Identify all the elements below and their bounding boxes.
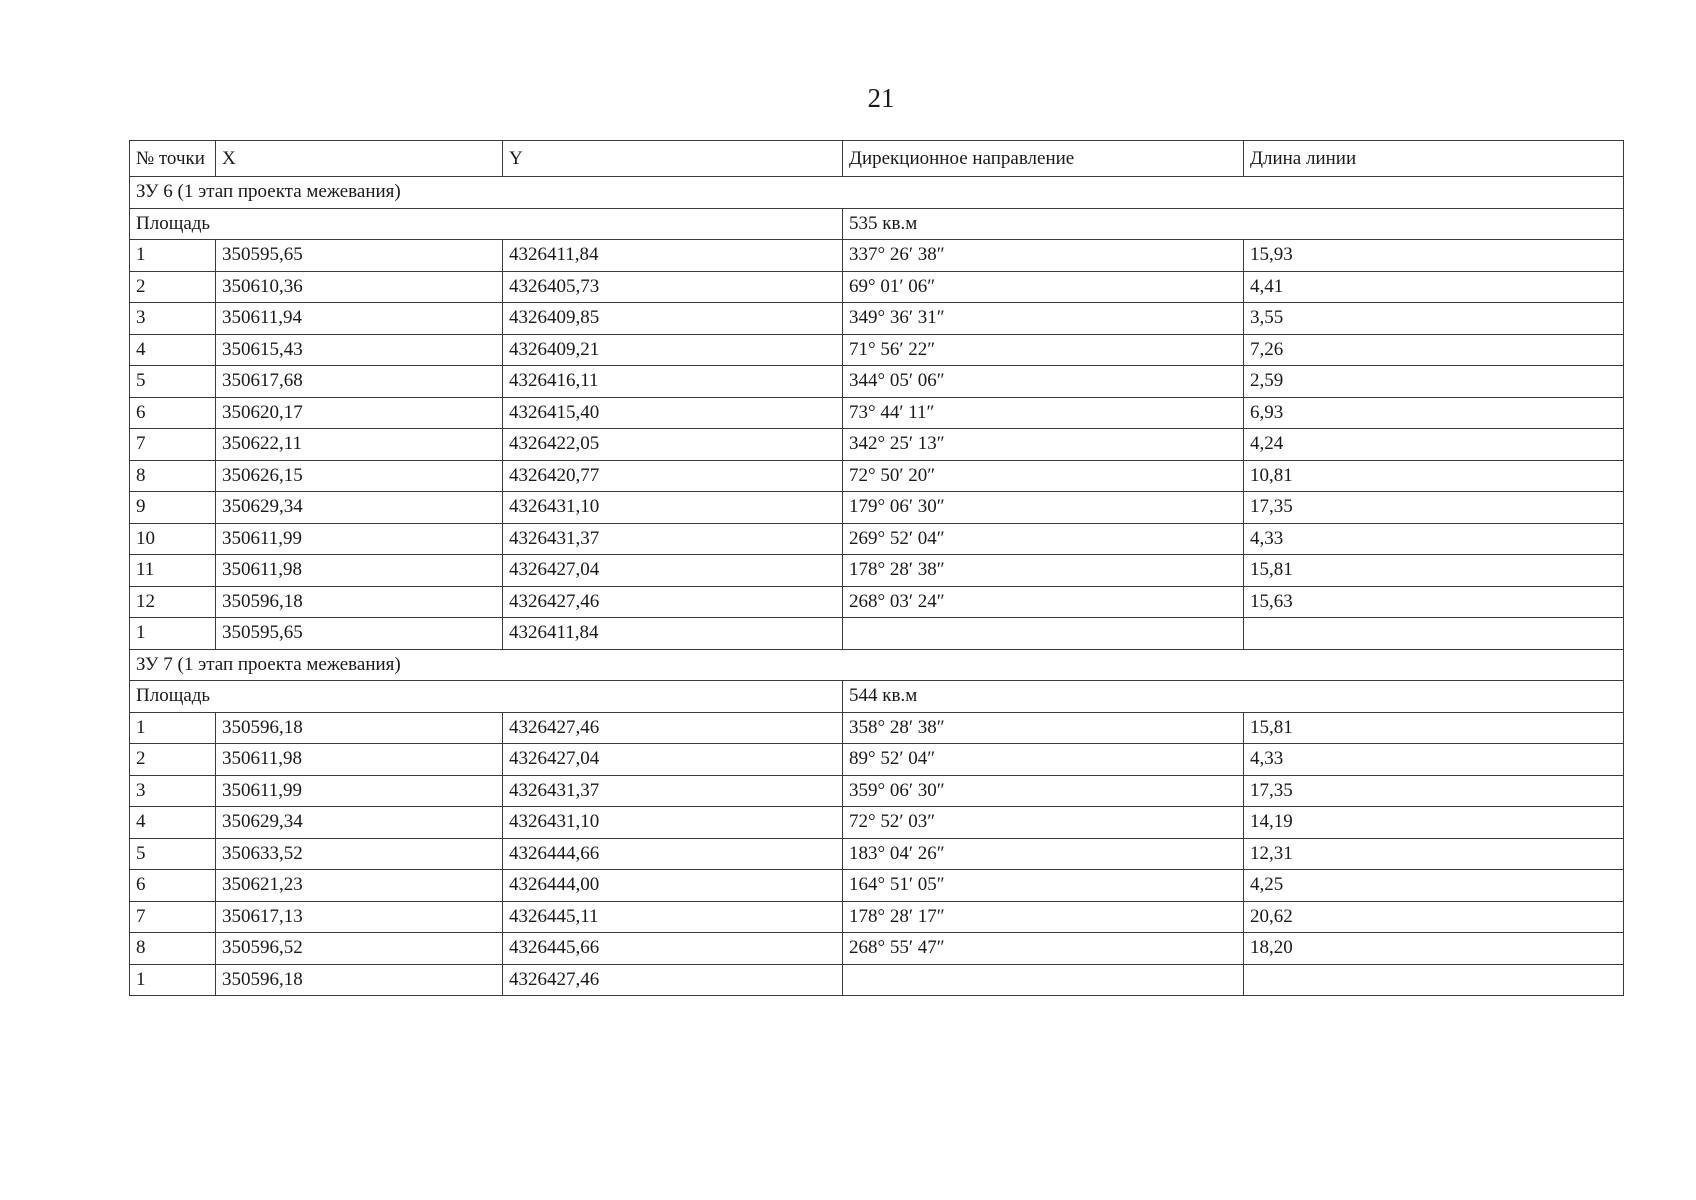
header-line-length: Длина линии bbox=[1244, 141, 1624, 177]
cell-point-number: 9 bbox=[130, 492, 216, 524]
cell-line-length: 15,93 bbox=[1244, 240, 1624, 272]
cell-direction: 69° 01′ 06″ bbox=[843, 271, 1244, 303]
cell-line-length: 4,24 bbox=[1244, 429, 1624, 461]
cell-point-number: 1 bbox=[130, 618, 216, 650]
cell-x: 350611,98 bbox=[216, 555, 503, 587]
cell-direction: 358° 28′ 38″ bbox=[843, 712, 1244, 744]
table-row bbox=[130, 523, 1624, 555]
cell-point-number: 10 bbox=[130, 523, 216, 555]
cell-x: 350596,18 bbox=[216, 964, 503, 996]
cell-y: 4326411,84 bbox=[503, 240, 843, 272]
cell-y: 4326416,11 bbox=[503, 366, 843, 398]
cell-point-number: 5 bbox=[130, 366, 216, 398]
cell-x: 350617,13 bbox=[216, 901, 503, 933]
cell-line-length bbox=[1244, 618, 1624, 650]
table-row bbox=[130, 807, 1624, 839]
cell-x: 350617,68 bbox=[216, 366, 503, 398]
table-row bbox=[130, 618, 1624, 650]
cell-line-length bbox=[1244, 964, 1624, 996]
table-row bbox=[130, 933, 1624, 965]
header-direction: Дирекционное направление bbox=[843, 141, 1244, 177]
table-row bbox=[130, 586, 1624, 618]
cell-direction bbox=[843, 964, 1244, 996]
cell-point-number: 2 bbox=[130, 271, 216, 303]
table-row bbox=[130, 334, 1624, 366]
cell-line-length: 4,33 bbox=[1244, 744, 1624, 776]
cell-point-number: 1 bbox=[130, 240, 216, 272]
cell-point-number: 1 bbox=[130, 964, 216, 996]
table-row bbox=[130, 492, 1624, 524]
table-row bbox=[130, 429, 1624, 461]
cell-direction: 268° 55′ 47″ bbox=[843, 933, 1244, 965]
header-point-number: № точки bbox=[130, 141, 216, 177]
cell-y: 4326431,37 bbox=[503, 775, 843, 807]
cell-line-length: 6,93 bbox=[1244, 397, 1624, 429]
cell-direction: 269° 52′ 04″ bbox=[843, 523, 1244, 555]
cell-point-number: 7 bbox=[130, 429, 216, 461]
table-row bbox=[130, 366, 1624, 398]
cell-line-length: 18,20 bbox=[1244, 933, 1624, 965]
cell-y: 4326427,46 bbox=[503, 586, 843, 618]
cell-line-length: 12,31 bbox=[1244, 838, 1624, 870]
table-row bbox=[130, 240, 1624, 272]
cell-direction: 89° 52′ 04″ bbox=[843, 744, 1244, 776]
cell-line-length: 17,35 bbox=[1244, 775, 1624, 807]
cell-line-length: 14,19 bbox=[1244, 807, 1624, 839]
area-row bbox=[130, 208, 1624, 240]
cell-y: 4326445,11 bbox=[503, 901, 843, 933]
table-row bbox=[130, 870, 1624, 902]
cell-point-number: 11 bbox=[130, 555, 216, 587]
table-row bbox=[130, 460, 1624, 492]
cell-line-length: 15,81 bbox=[1244, 555, 1624, 587]
cell-line-length: 3,55 bbox=[1244, 303, 1624, 335]
cell-point-number: 8 bbox=[130, 933, 216, 965]
cell-point-number: 12 bbox=[130, 586, 216, 618]
cell-line-length: 4,25 bbox=[1244, 870, 1624, 902]
cell-point-number: 1 bbox=[130, 712, 216, 744]
cell-y: 4326444,00 bbox=[503, 870, 843, 902]
cell-y: 4326431,10 bbox=[503, 807, 843, 839]
cell-x: 350633,52 bbox=[216, 838, 503, 870]
cell-y: 4326445,66 bbox=[503, 933, 843, 965]
section-title-row bbox=[130, 177, 1624, 209]
cell-line-length: 2,59 bbox=[1244, 366, 1624, 398]
cell-x: 350611,99 bbox=[216, 523, 503, 555]
cell-line-length: 15,63 bbox=[1244, 586, 1624, 618]
cell-line-length: 17,35 bbox=[1244, 492, 1624, 524]
cell-y: 4326427,46 bbox=[503, 964, 843, 996]
cell-point-number: 3 bbox=[130, 775, 216, 807]
cell-y: 4326409,21 bbox=[503, 334, 843, 366]
area-value: 535 кв.м bbox=[843, 208, 1624, 240]
cell-point-number: 6 bbox=[130, 870, 216, 902]
table-row bbox=[130, 744, 1624, 776]
cell-point-number: 4 bbox=[130, 334, 216, 366]
cell-x: 350626,15 bbox=[216, 460, 503, 492]
cell-direction: 268° 03′ 24″ bbox=[843, 586, 1244, 618]
cell-y: 4326409,85 bbox=[503, 303, 843, 335]
cell-x: 350596,52 bbox=[216, 933, 503, 965]
cell-x: 350595,65 bbox=[216, 618, 503, 650]
cell-x: 350629,34 bbox=[216, 807, 503, 839]
page-number: 21 bbox=[867, 83, 895, 113]
table-row bbox=[130, 397, 1624, 429]
cell-y: 4326427,04 bbox=[503, 555, 843, 587]
cell-x: 350629,34 bbox=[216, 492, 503, 524]
cell-direction: 164° 51′ 05″ bbox=[843, 870, 1244, 902]
cell-y: 4326427,04 bbox=[503, 744, 843, 776]
cell-direction: 183° 04′ 26″ bbox=[843, 838, 1244, 870]
cell-direction: 178° 28′ 38″ bbox=[843, 555, 1244, 587]
cell-y: 4326431,37 bbox=[503, 523, 843, 555]
cell-direction: 71° 56′ 22″ bbox=[843, 334, 1244, 366]
cell-direction: 178° 28′ 17″ bbox=[843, 901, 1244, 933]
table-header-row bbox=[130, 141, 1624, 177]
area-value: 544 кв.м bbox=[843, 681, 1624, 713]
cell-line-length: 7,26 bbox=[1244, 334, 1624, 366]
cell-x: 350615,43 bbox=[216, 334, 503, 366]
section-title: ЗУ 7 (1 этап проекта межевания) bbox=[130, 649, 1624, 681]
area-label: Площадь bbox=[130, 681, 843, 713]
cell-direction: 72° 50′ 20″ bbox=[843, 460, 1244, 492]
table-row bbox=[130, 838, 1624, 870]
cell-direction: 73° 44′ 11″ bbox=[843, 397, 1244, 429]
cell-y: 4326427,46 bbox=[503, 712, 843, 744]
cell-direction: 337° 26′ 38″ bbox=[843, 240, 1244, 272]
header-y: Y bbox=[503, 141, 843, 177]
cell-line-length: 4,33 bbox=[1244, 523, 1624, 555]
header-x: X bbox=[216, 141, 503, 177]
cell-point-number: 6 bbox=[130, 397, 216, 429]
cell-direction: 349° 36′ 31″ bbox=[843, 303, 1244, 335]
table-body bbox=[130, 177, 1624, 996]
table-row bbox=[130, 901, 1624, 933]
cell-direction bbox=[843, 618, 1244, 650]
cell-x: 350611,99 bbox=[216, 775, 503, 807]
cell-x: 350595,65 bbox=[216, 240, 503, 272]
cell-point-number: 5 bbox=[130, 838, 216, 870]
table-row bbox=[130, 303, 1624, 335]
cell-y: 4326422,05 bbox=[503, 429, 843, 461]
cell-direction: 179° 06′ 30″ bbox=[843, 492, 1244, 524]
cell-x: 350622,11 bbox=[216, 429, 503, 461]
cell-line-length: 15,81 bbox=[1244, 712, 1624, 744]
table-row bbox=[130, 271, 1624, 303]
cell-y: 4326444,66 bbox=[503, 838, 843, 870]
cell-point-number: 2 bbox=[130, 744, 216, 776]
cell-direction: 359° 06′ 30″ bbox=[843, 775, 1244, 807]
cell-line-length: 4,41 bbox=[1244, 271, 1624, 303]
cell-y: 4326405,73 bbox=[503, 271, 843, 303]
table-row bbox=[130, 964, 1624, 996]
table-row bbox=[130, 712, 1624, 744]
cell-x: 350611,94 bbox=[216, 303, 503, 335]
area-row bbox=[130, 681, 1624, 713]
table-row bbox=[130, 775, 1624, 807]
section-title: ЗУ 6 (1 этап проекта межевания) bbox=[130, 177, 1624, 209]
cell-y: 4326415,40 bbox=[503, 397, 843, 429]
cell-x: 350596,18 bbox=[216, 586, 503, 618]
cell-x: 350611,98 bbox=[216, 744, 503, 776]
cell-point-number: 7 bbox=[130, 901, 216, 933]
cell-point-number: 3 bbox=[130, 303, 216, 335]
section-title-row bbox=[130, 649, 1624, 681]
cell-y: 4326411,84 bbox=[503, 618, 843, 650]
cell-direction: 72° 52′ 03″ bbox=[843, 807, 1244, 839]
cell-direction: 344° 05′ 06″ bbox=[843, 366, 1244, 398]
cell-y: 4326420,77 bbox=[503, 460, 843, 492]
cell-x: 350621,23 bbox=[216, 870, 503, 902]
cell-point-number: 4 bbox=[130, 807, 216, 839]
cell-x: 350610,36 bbox=[216, 271, 503, 303]
table-row bbox=[130, 555, 1624, 587]
cell-direction: 342° 25′ 13″ bbox=[843, 429, 1244, 461]
cell-x: 350596,18 bbox=[216, 712, 503, 744]
cell-line-length: 20,62 bbox=[1244, 901, 1624, 933]
coordinates-table bbox=[129, 140, 1624, 996]
area-label: Площадь bbox=[130, 208, 843, 240]
cell-point-number: 8 bbox=[130, 460, 216, 492]
cell-x: 350620,17 bbox=[216, 397, 503, 429]
cell-line-length: 10,81 bbox=[1244, 460, 1624, 492]
cell-y: 4326431,10 bbox=[503, 492, 843, 524]
